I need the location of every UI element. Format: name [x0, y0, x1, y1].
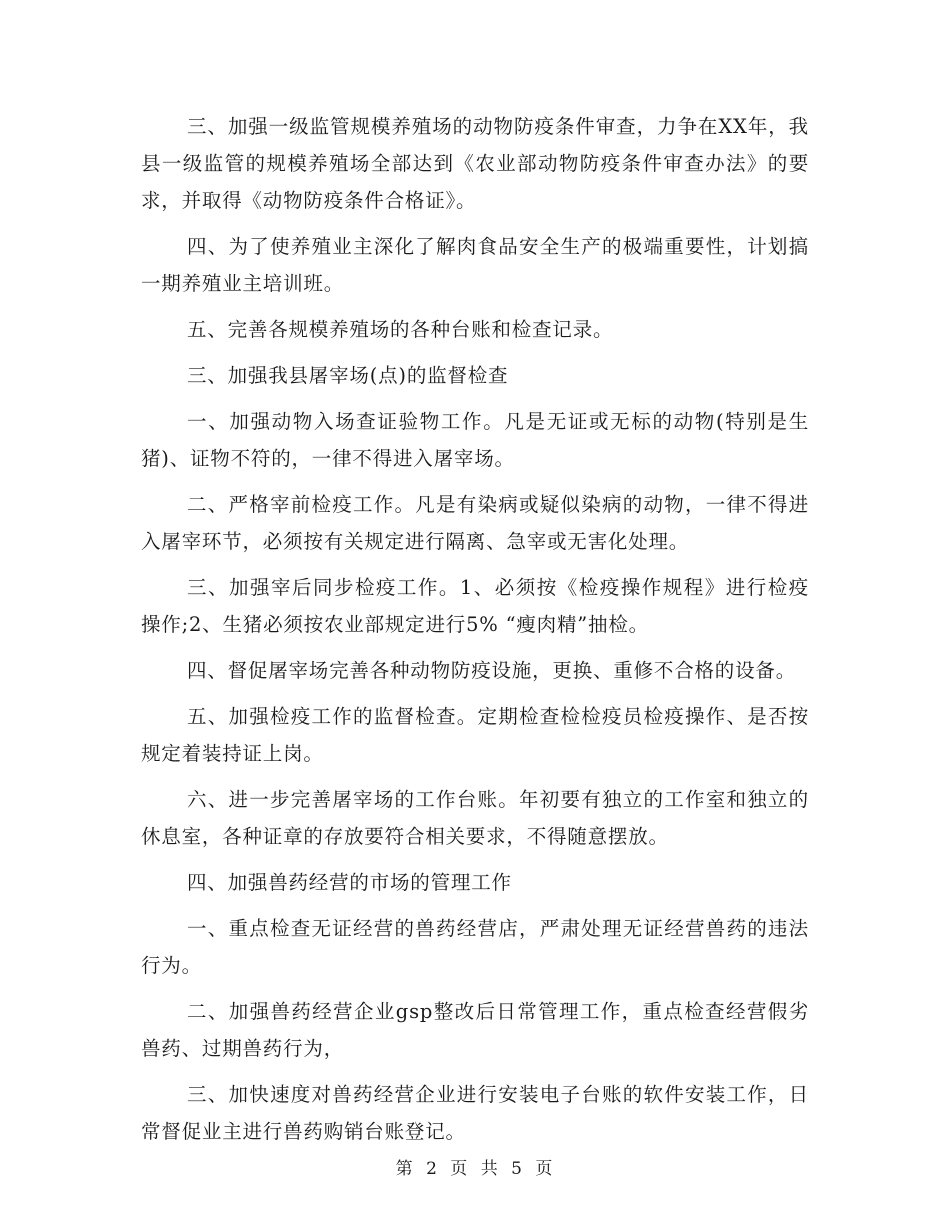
paragraph: 三、加强宰后同步检疫工作。1、必须按《检疫操作规程》进行检疫操作;2、生猪必须按农业部规定进行5% “瘦肉精”抽检。: [141, 576, 809, 636]
page-number-footer: 第 2 页 共 5 页: [395, 1159, 555, 1179]
paragraph: 二、严格宰前检疫工作。凡是有染病或疑似染病的动物，一律不得进入屠宰环节，必须按有关规定进行隔离、急宰或无害化处理。: [141, 493, 809, 553]
paragraph: 五、加强检疫工作的监督检查。定期检查检检疫员检疫操作、是否按规定着装持证上岗。: [141, 705, 809, 765]
paragraph: 六、进一步完善屠宰场的工作台账。年初要有独立的工作室和独立的休息室，各种证章的存放要符合相关要求，不得随意摆放。: [141, 788, 809, 848]
section-heading: 三、加强我县屠宰场(点)的监督检查: [187, 364, 509, 387]
paragraph: 二、加强兽药经营企业gsp整改后日常管理工作，重点检查经营假劣兽药、过期兽药行为，: [141, 1000, 809, 1060]
document-body: [141, 108, 809, 1159]
paragraph: 三、加快速度对兽药经营企业进行安装电子台账的软件安装工作，日常督促业主进行兽药购销台账登记。: [141, 1083, 809, 1143]
paragraph: 一、加强动物入场查证验物工作。凡是无证或无标的动物(特别是生猪)、证物不符的，一律不得进入屠宰场。: [141, 410, 809, 470]
paragraph: 三、加强一级监管规模养殖场的动物防疫条件审查，力争在XX年，我县一级监管的规模养殖场全部达到《农业部动物防疫条件审查办法》的要求，并取得《动物防疫条件合格证》。: [141, 115, 809, 212]
paragraph: 四、督促屠宰场完善各种动物防疫设施，更换、重修不合格的设备。: [187, 659, 797, 682]
section-heading: 四、加强兽药经营的市场的管理工作: [187, 871, 512, 894]
paragraph: 一、重点检查无证经营的兽药经营店，严肃处理无证经营兽药的违法行为。: [141, 917, 809, 977]
paragraph: 四、为了使养殖业主深化了解肉食品安全生产的极端重要性，计划搞一期养殖业主培训班。: [141, 235, 809, 295]
paragraph: 五、完善各规模养殖场的各种台账和检查记录。: [187, 318, 614, 341]
